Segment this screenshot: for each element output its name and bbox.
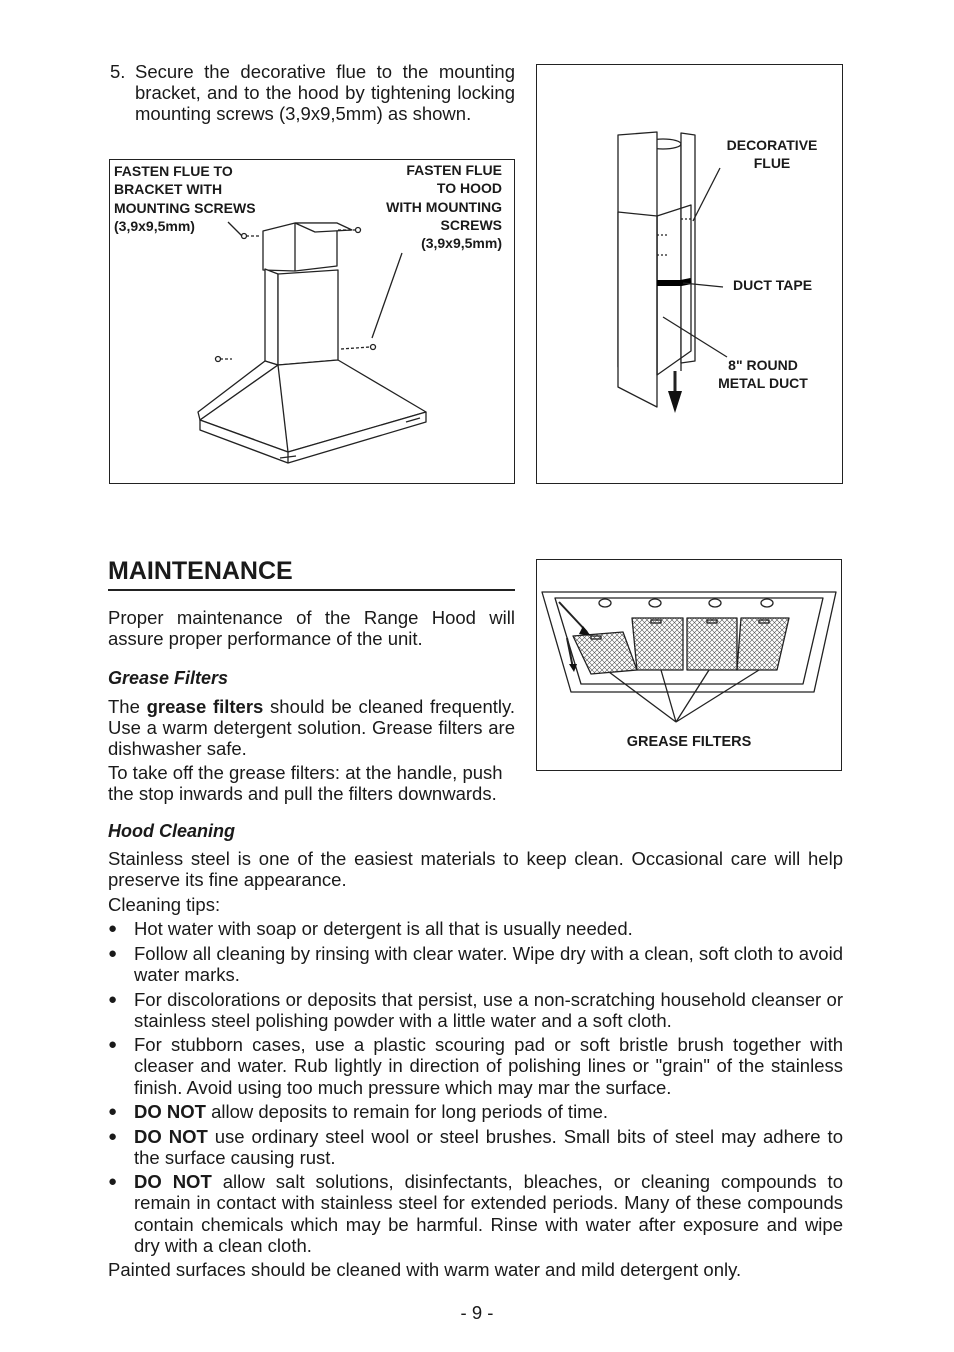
label-round-metal-duct: 8" ROUND METAL DUCT: [718, 357, 808, 392]
bullet-icon: ●: [108, 1036, 118, 1053]
grease-filters-paragraph: The grease filters should be cleaned frequently. Use a warm detergent solution. Grease filters are dishwasher safe.: [108, 696, 516, 759]
grease-filters-removal: To take off the grease filters: at the handle, push the stop inwards and pull the filters downwards.: [108, 762, 503, 804]
bullet-icon: ●: [108, 1103, 118, 1120]
bullet-icon: ●: [108, 920, 118, 937]
label-fasten-flue-to-hood: FASTEN FLUE TO HOOD WITH MOUNTING SCREWS (3,9x9,5mm): [386, 162, 502, 252]
label-duct-tape: DUCT TAPE: [733, 277, 813, 293]
heading-grease-filters: Grease Filters: [108, 668, 229, 688]
title-underline: [108, 589, 515, 591]
step-5-text: Secure the decorative flue to the mounting bracket, and to the hood by tightening locking mounting screws (3,9x9,5mm) as shown.: [135, 61, 515, 124]
bullet-icon: ●: [108, 1173, 118, 1190]
figure-hood-flue-mounting: [109, 159, 515, 484]
heading-hood-cleaning: Hood Cleaning: [108, 821, 235, 841]
flue-duct-illustration: [537, 65, 842, 483]
page-number: - 9 -: [460, 1302, 494, 1323]
hood-cleaning-paragraph: Stainless steel is one of the easiest materials to keep clean. Occasional care will help preserve its fine appearance.: [108, 848, 843, 890]
label-grease-filters: GREASE FILTERS: [626, 734, 752, 750]
down-arrow-icon: [668, 391, 682, 413]
label-decorative-flue: DECORATIVE FLUE: [726, 137, 818, 172]
step-number: 5.: [110, 61, 126, 82]
label-fasten-flue-to-bracket: FASTEN FLUE TO BRACKET WITH MOUNTING SCREWS (3,9x9,5mm): [114, 163, 256, 234]
bullet-icon: ●: [108, 1128, 118, 1145]
section-title-maintenance: MAINTENANCE: [108, 557, 293, 585]
figure-grease-filters: [536, 559, 842, 771]
figure-decorative-flue-duct: [536, 64, 843, 484]
bullet-icon: ●: [108, 991, 118, 1008]
cleaning-tips-label: Cleaning tips:: [108, 894, 221, 915]
painted-surfaces-note: Painted surfaces should be cleaned with warm water and mild detergent only.: [108, 1259, 742, 1280]
maintenance-intro: Proper maintenance of the Range Hood will assure proper performance of the unit.: [108, 607, 515, 649]
bullet-icon: ●: [108, 945, 118, 962]
